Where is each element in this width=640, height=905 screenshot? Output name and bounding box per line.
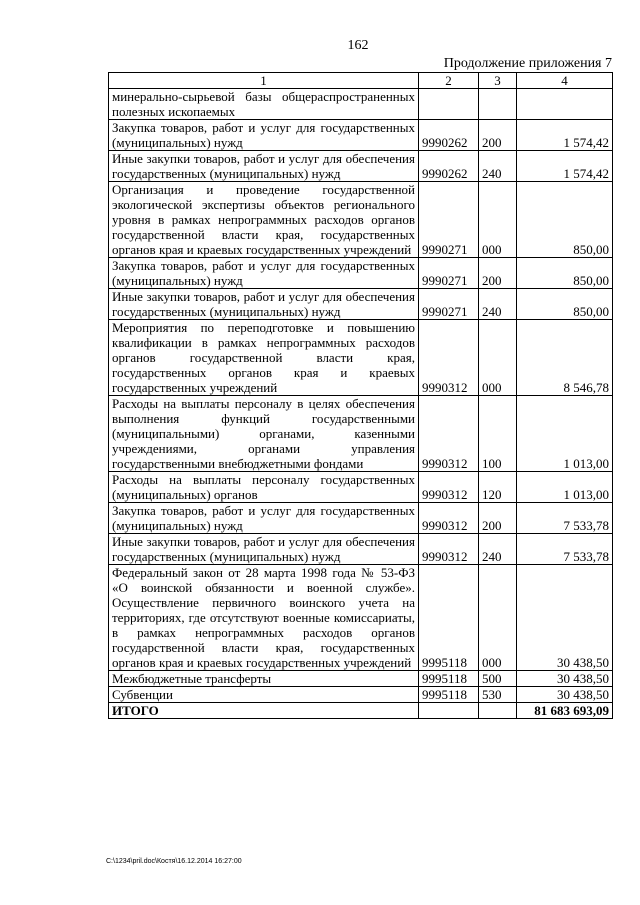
row-target-code: 9990271 xyxy=(419,258,479,289)
row-target-code: 9995118 xyxy=(419,565,479,671)
row-expense-type: 200 xyxy=(479,120,517,151)
row-target-code: 9990262 xyxy=(419,151,479,182)
row-description: минерально-сырьевой базы общераспространенных полезных ископаемых xyxy=(109,89,419,120)
row-expense-type: 000 xyxy=(479,320,517,396)
row-expense-type: 100 xyxy=(479,396,517,472)
row-amount: 1 013,00 xyxy=(517,472,613,503)
row-expense-type: 500 xyxy=(479,671,517,687)
row-amount: 30 438,50 xyxy=(517,671,613,687)
row-target-code: 9990312 xyxy=(419,534,479,565)
table-row xyxy=(109,258,613,289)
row-amount: 850,00 xyxy=(517,258,613,289)
table-row xyxy=(109,182,613,258)
row-amount: 7 533,78 xyxy=(517,503,613,534)
row-expense-type: 200 xyxy=(479,258,517,289)
table-row xyxy=(109,687,613,703)
row-amount: 7 533,78 xyxy=(517,534,613,565)
row-description: Расходы на выплаты персоналу государственных (муниципальных) органов xyxy=(109,472,419,503)
row-description: Иные закупки товаров, работ и услуг для обеспечения государственных (муниципальных) нужд xyxy=(109,151,419,182)
row-description: Межбюджетные трансферты xyxy=(109,671,419,687)
row-description: Расходы на выплаты персоналу в целях обеспечения выполнения функций государственными (муниципальными) органами, казенными учреждениями, органами управления государственными внебюджетными фондами xyxy=(109,396,419,472)
column-header-1: 1 xyxy=(109,73,419,89)
file-path-footer: C:\1234\pril.doc\Костя\16.12.2014 16:27:00 xyxy=(106,858,242,865)
row-amount: 850,00 xyxy=(517,182,613,258)
row-target-code: 9995118 xyxy=(419,671,479,687)
row-expense-type: 240 xyxy=(479,534,517,565)
column-header-4: 4 xyxy=(517,73,613,89)
row-description: Субвенции xyxy=(109,687,419,703)
table-row xyxy=(109,89,613,120)
row-target-code: 9990271 xyxy=(419,289,479,320)
row-expense-type: 000 xyxy=(479,565,517,671)
row-target-code: 9995118 xyxy=(419,687,479,703)
row-amount: 8 546,78 xyxy=(517,320,613,396)
column-header-3: 3 xyxy=(479,73,517,89)
table-row xyxy=(109,671,613,687)
row-target-code: 9990312 xyxy=(419,472,479,503)
header-row xyxy=(109,73,613,89)
row-amount xyxy=(517,89,613,120)
row-amount: 1 013,00 xyxy=(517,396,613,472)
appendix-continuation-label: Продолжение приложения 7 xyxy=(443,56,612,71)
row-description: Федеральный закон от 28 марта 1998 года № 53-ФЗ «О воинской обязанности и военной службе». Осуществление первичного воинского учета на территориях, где отсутствуют военные комиссариаты, в рамках непрограммных расходов органов государственной власти края, государственных органов края и краевых государственных учреждений xyxy=(109,565,419,671)
row-target-code: 9990312 xyxy=(419,503,479,534)
table-row xyxy=(109,472,613,503)
row-expense-type: 000 xyxy=(479,182,517,258)
column-header-2: 2 xyxy=(419,73,479,89)
table-row xyxy=(109,534,613,565)
row-description: Иные закупки товаров, работ и услуг для обеспечения государственных (муниципальных) нужд xyxy=(109,534,419,565)
total-label: ИТОГО xyxy=(109,703,419,719)
row-target-code xyxy=(419,89,479,120)
table-row xyxy=(109,151,613,182)
table-row xyxy=(109,565,613,671)
row-description: Иные закупки товаров, работ и услуг для обеспечения государственных (муниципальных) нужд xyxy=(109,289,419,320)
row-description: Организация и проведение государственной экологической экспертизы объектов регионального уровня в рамках непрограммных расходов органов государственной власти края, государственных органов края и краевых государственных учреждений xyxy=(109,182,419,258)
row-expense-type: 240 xyxy=(479,289,517,320)
row-amount: 30 438,50 xyxy=(517,687,613,703)
page-number: 162 xyxy=(347,38,369,53)
row-description: Закупка товаров, работ и услуг для государственных (муниципальных) нужд xyxy=(109,258,419,289)
row-expense-type xyxy=(479,89,517,120)
table-row xyxy=(109,289,613,320)
row-target-code: 9990271 xyxy=(419,182,479,258)
table-row xyxy=(109,320,613,396)
row-target-code: 9990312 xyxy=(419,320,479,396)
row-expense-type: 120 xyxy=(479,472,517,503)
row-amount: 1 574,42 xyxy=(517,151,613,182)
budget-table xyxy=(108,72,613,719)
row-target-code: 9990312 xyxy=(419,396,479,472)
row-description: Закупка товаров, работ и услуг для государственных (муниципальных) нужд xyxy=(109,120,419,151)
total-amount: 81 683 693,09 xyxy=(517,703,613,719)
row-amount: 850,00 xyxy=(517,289,613,320)
row-expense-type: 530 xyxy=(479,687,517,703)
row-description: Мероприятия по переподготовке и повышению квалификации в рамках непрограммных расходов органов государственной власти края, государственных органов края и краевых государственных учреждений xyxy=(109,320,419,396)
row-expense-type: 200 xyxy=(479,503,517,534)
row-description: Закупка товаров, работ и услуг для государственных (муниципальных) нужд xyxy=(109,503,419,534)
table-row xyxy=(109,396,613,472)
row-target-code: 9990262 xyxy=(419,120,479,151)
row-amount: 1 574,42 xyxy=(517,120,613,151)
table-row xyxy=(109,120,613,151)
row-expense-type: 240 xyxy=(479,151,517,182)
row-amount: 30 438,50 xyxy=(517,565,613,671)
total-empty-cell xyxy=(479,703,517,719)
table-row xyxy=(109,503,613,534)
total-empty-cell xyxy=(419,703,479,719)
total-row xyxy=(109,703,613,719)
